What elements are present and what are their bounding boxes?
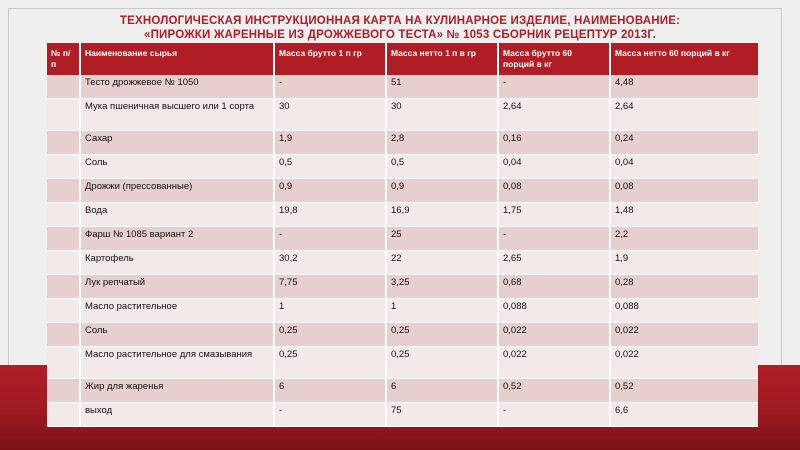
ingredient-cell: выход <box>80 403 274 427</box>
row-number-cell <box>47 379 80 403</box>
gross-60-portions-cell: 1,75 <box>498 203 610 227</box>
table-row <box>47 179 758 203</box>
gross-60-portions-cell: 2,65 <box>498 251 610 275</box>
gross-per-portion-cell: 0,5 <box>274 155 386 179</box>
net-per-portion-cell: 3,25 <box>386 275 498 299</box>
row-number-cell <box>47 347 80 379</box>
ingredient-cell: Масло растительное <box>80 299 274 323</box>
ingredient-cell: Мука пшеничная высшего или 1 сорта <box>80 99 274 131</box>
gross-60-portions-cell: 0,022 <box>498 323 610 347</box>
table-row <box>47 227 758 251</box>
net-60-portions-cell: 0,24 <box>610 131 758 155</box>
net-per-portion-cell: 75 <box>386 403 498 427</box>
header-ingredient: Наименование сырья <box>80 43 274 75</box>
net-per-portion-cell: 30 <box>386 99 498 131</box>
gross-per-portion-cell: 30,2 <box>274 251 386 275</box>
net-per-portion-cell: 22 <box>386 251 498 275</box>
ingredient-cell: Дрожжи (прессованные) <box>80 179 274 203</box>
gross-per-portion-cell: 7,75 <box>274 275 386 299</box>
table-row <box>47 155 758 179</box>
net-60-portions-cell: 0,088 <box>610 299 758 323</box>
table-row <box>47 131 758 155</box>
row-number-cell <box>47 227 80 251</box>
ingredient-cell: Соль <box>80 155 274 179</box>
net-per-portion-cell: 0,25 <box>386 323 498 347</box>
gross-60-portions-cell: 0,52 <box>498 379 610 403</box>
net-per-portion-cell: 2,8 <box>386 131 498 155</box>
gross-per-portion-cell: - <box>274 403 386 427</box>
net-per-portion-cell: 0,9 <box>386 179 498 203</box>
row-number-cell <box>47 251 80 275</box>
gross-per-portion-cell: 0,9 <box>274 179 386 203</box>
gross-60-portions-cell: 0,08 <box>498 179 610 203</box>
ingredient-cell: Масло растительное для смазывания <box>80 347 274 379</box>
table-header-row <box>47 43 758 75</box>
gross-60-portions-cell: - <box>498 75 610 99</box>
gross-per-portion-cell: - <box>274 75 386 99</box>
gross-60-portions-cell: 0,16 <box>498 131 610 155</box>
net-per-portion-cell: 51 <box>386 75 498 99</box>
row-number-cell <box>47 275 80 299</box>
net-per-portion-cell: 6 <box>386 379 498 403</box>
net-per-portion-cell: 0,5 <box>386 155 498 179</box>
table-row <box>47 323 758 347</box>
net-60-portions-cell: 0,022 <box>610 347 758 379</box>
slide-title <box>0 14 800 42</box>
ingredient-cell: Вода <box>80 203 274 227</box>
net-per-portion-cell: 1 <box>386 299 498 323</box>
net-60-portions-cell: 4,48 <box>610 75 758 99</box>
net-60-portions-cell: 0,04 <box>610 155 758 179</box>
gross-60-portions-cell: 0,088 <box>498 299 610 323</box>
gross-60-portions-cell: - <box>498 227 610 251</box>
gross-per-portion-cell: 0,25 <box>274 323 386 347</box>
table-row <box>47 99 758 131</box>
table-row <box>47 251 758 275</box>
row-number-cell <box>47 155 80 179</box>
title-line-2: «ПИРОЖКИ ЖАРЕННЫЕ ИЗ ДРОЖЖЕВОГО ТЕСТА» № 1053 СБОРНИК РЕЦЕПТУР 2013Г. <box>143 29 657 41</box>
row-number-cell <box>47 203 80 227</box>
net-60-portions-cell: 1,9 <box>610 251 758 275</box>
ingredient-cell: Сахар <box>80 131 274 155</box>
row-number-cell <box>47 131 80 155</box>
table-body <box>47 75 758 427</box>
net-60-portions-cell: 0,52 <box>610 379 758 403</box>
gross-per-portion-cell: 0,25 <box>274 347 386 379</box>
recipe-table <box>47 43 758 427</box>
row-number-cell <box>47 99 80 131</box>
row-number-cell <box>47 179 80 203</box>
ingredient-cell: Соль <box>80 323 274 347</box>
ingredient-cell: Картофель <box>80 251 274 275</box>
gross-per-portion-cell: - <box>274 227 386 251</box>
gross-per-portion-cell: 19,8 <box>274 203 386 227</box>
row-number-cell <box>47 75 80 99</box>
header-gross-60-portions: Масса брутто 60 порций в кг <box>498 43 610 75</box>
net-60-portions-cell: 0,08 <box>610 179 758 203</box>
table-row <box>47 203 758 227</box>
header-gross-per-portion: Масса брутто 1 п гр <box>274 43 386 75</box>
ingredient-cell: Тесто дрожжевое № 1050 <box>80 75 274 99</box>
gross-60-portions-cell: - <box>498 403 610 427</box>
row-number-cell <box>47 299 80 323</box>
header-net-per-portion: Масса нетто 1 п в гр <box>386 43 498 75</box>
gross-60-portions-cell: 2,64 <box>498 99 610 131</box>
table-row <box>47 75 758 99</box>
net-60-portions-cell: 2,2 <box>610 227 758 251</box>
net-60-portions-cell: 6,6 <box>610 403 758 427</box>
table-row <box>47 275 758 299</box>
net-60-portions-cell: 0,28 <box>610 275 758 299</box>
net-per-portion-cell: 25 <box>386 227 498 251</box>
table-row <box>47 379 758 403</box>
row-number-cell <box>47 403 80 427</box>
row-number-cell <box>47 323 80 347</box>
gross-per-portion-cell: 6 <box>274 379 386 403</box>
net-60-portions-cell: 1,48 <box>610 203 758 227</box>
ingredient-cell: Лук репчатый <box>80 275 274 299</box>
header-net-60-portions: Масса нетто 60 порций в кг <box>610 43 758 75</box>
table-row <box>47 347 758 379</box>
gross-60-portions-cell: 0,68 <box>498 275 610 299</box>
ingredient-cell: Жир для жаренья <box>80 379 274 403</box>
net-60-portions-cell: 2,64 <box>610 99 758 131</box>
table-row <box>47 299 758 323</box>
gross-per-portion-cell: 30 <box>274 99 386 131</box>
ingredient-cell: Фарш № 1085 вариант 2 <box>80 227 274 251</box>
net-per-portion-cell: 0,25 <box>386 347 498 379</box>
header-number: № п/п <box>47 43 80 75</box>
net-60-portions-cell: 0,022 <box>610 323 758 347</box>
gross-per-portion-cell: 1 <box>274 299 386 323</box>
title-line-1: ТЕХНОЛОГИЧЕСКАЯ ИНСТРУКЦИОННАЯ КАРТА НА КУЛИНАРНОЕ ИЗДЕЛИЕ, НАИМЕНОВАНИЕ: <box>119 15 681 27</box>
gross-60-portions-cell: 0,04 <box>498 155 610 179</box>
net-per-portion-cell: 16,9 <box>386 203 498 227</box>
gross-60-portions-cell: 0,022 <box>498 347 610 379</box>
table-row <box>47 403 758 427</box>
gross-per-portion-cell: 1,9 <box>274 131 386 155</box>
